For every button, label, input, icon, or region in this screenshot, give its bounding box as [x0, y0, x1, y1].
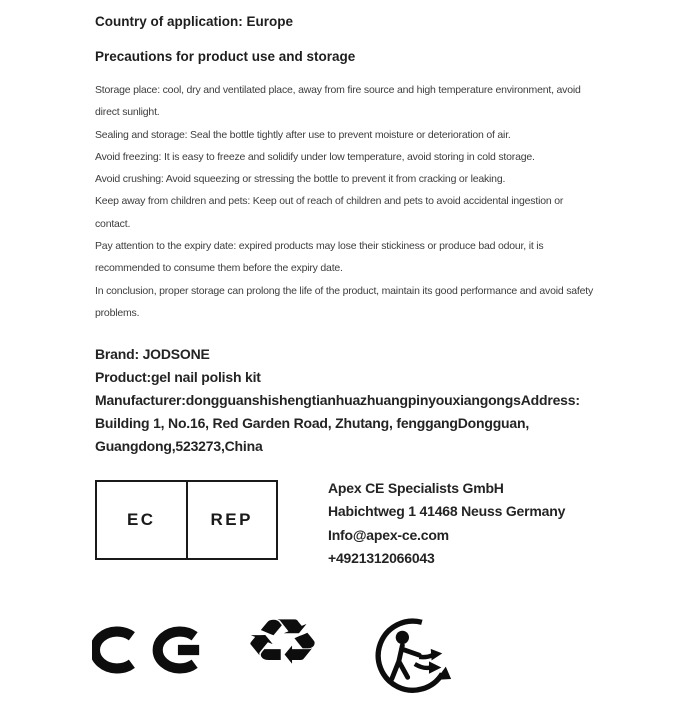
ec-rep-symbol-box: [95, 480, 278, 560]
precautions-heading: Precautions for product use and storage: [95, 49, 356, 64]
precautions-paragraph: In conclusion, proper storage can prolong the life of the product, maintain its good performance and avoid safety problems.: [95, 284, 594, 319]
representative-name: Apex CE Specialists GmbH: [328, 480, 504, 496]
product-info-line: Product:gel nail polish kit: [95, 369, 261, 385]
product-info-line: Brand: JODSONE: [95, 346, 210, 362]
precautions-paragraph: Avoid crushing: Avoid squeezing or stressing the bottle to prevent it from cracking or leaking.: [95, 173, 506, 186]
product-info-line: Guangdong,523273,China: [95, 438, 263, 454]
ce-mark-icon: [92, 626, 214, 679]
eu-representative-block: [328, 477, 565, 570]
product-info-block: [95, 343, 580, 458]
representative-phone: +4921312066043: [328, 549, 435, 566]
precautions-paragraph: Keep away from children and pets: Keep out of reach of children and pets to avoid accidental ingestion or contact.: [95, 195, 564, 230]
precautions-paragraph-list: [95, 79, 597, 324]
rep-cell-label: REP: [210, 510, 253, 529]
precautions-paragraph: Storage place: cool, dry and ventilated place, away from fire source and high temperature environment, avoid direct sunlight.: [95, 84, 581, 119]
triman-recycling-icon: [368, 617, 458, 700]
precautions-paragraph: Avoid freezing: It is easy to freeze and solidify under low temperature, avoid storing in cold storage.: [95, 150, 535, 163]
representative-email: Info@apex-ce.com: [328, 526, 449, 543]
ec-cell-label: EC: [97, 482, 188, 558]
country-of-application-heading: Country of application: Europe: [95, 14, 293, 29]
product-info-line: Building 1, No.16, Red Garden Road, Zhutang, fenggangDongguan,: [95, 415, 530, 431]
representative-address: Habichtweg 1 41468 Neuss Germany: [328, 503, 566, 520]
precautions-paragraph: Pay attention to the expiry date: expired products may lose their stickiness or produce bad odour, it is recommended to consume them before the expiry date.: [95, 240, 544, 275]
product-info-line: Manufacturer:dongguanshishengtianhuazhuangpinyouxiangongsAddress:: [95, 392, 580, 408]
recycling-mobius-icon: ♻: [243, 606, 323, 680]
precautions-paragraph: Sealing and storage: Seal the bottle tightly after use to prevent moisture or deterioration of air.: [95, 128, 511, 141]
